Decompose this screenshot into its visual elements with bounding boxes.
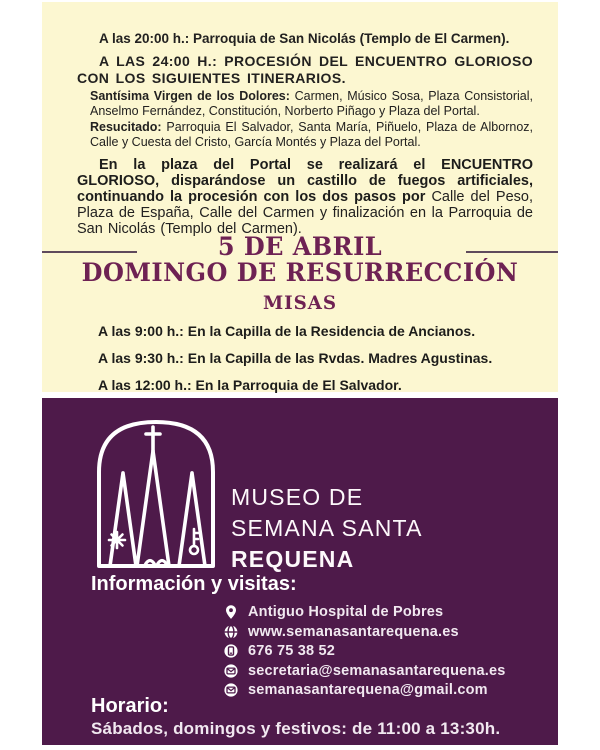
info-visits-heading: Información y visitas: <box>91 573 297 595</box>
location-pin-icon <box>223 604 239 620</box>
museum-panel <box>42 398 558 745</box>
mass-time-900: A las 9:00 h.: En la Capilla de la Residencia de Ancianos. <box>98 323 476 339</box>
closing-bold-text: En la plaza del Portal se realizará el ENCUENTRO GLORIOSO, disparándose un castillo de fuegos artificiales, continuando la procesión con los dos pasos por <box>77 157 533 205</box>
contact-phone: 676 75 38 52 <box>248 643 336 660</box>
museum-name <box>231 482 423 575</box>
mass-time-1200: A las 12:00 h.: En la Parroquia de El Salvador. <box>98 377 402 393</box>
contact-address: Antiguo Hospital de Pobres <box>248 604 444 620</box>
contact-row-address <box>223 604 506 620</box>
museum-logo-icon <box>95 418 217 568</box>
email-icon <box>223 682 239 698</box>
itinerary-dolores <box>90 89 533 118</box>
contact-row-website <box>223 624 506 640</box>
contact-row-email-1 <box>223 663 506 679</box>
mass-times-list <box>98 318 492 399</box>
email-icon <box>223 663 239 679</box>
day-title: DOMINGO DE RESURRECCIÓN <box>81 258 519 287</box>
itinerary-resucitado <box>90 120 533 149</box>
itinerary-resucitado-route: Parroquia El Salvador, Santa María, Piñuelo, Plaza de Albornoz, Calle y Cuesta del Cristo, García Montés y Plaza del Portal. <box>90 120 533 149</box>
key-glyph <box>190 529 198 554</box>
closing-regular-text: Calle del Peso, Plaza de España, Calle del Carmen y finalización en la Parroquia de San Nicolás (Templo del Carmen). <box>77 189 533 237</box>
museum-name-line-2: SEMANA SANTA <box>231 515 423 541</box>
closing-paragraph <box>77 157 533 237</box>
date-title: 5 DE ABRIL <box>217 232 383 261</box>
mass-time-930: A las 9:30 h.: En la Capilla de las Rvdas. Madres Agustinas. <box>98 350 493 366</box>
globe-icon <box>223 624 239 640</box>
hours-heading: Horario: <box>91 695 169 717</box>
contact-email-secretaria: secretaria@semanasantarequena.es <box>248 662 506 679</box>
contact-website: www.semanasantarequena.es <box>248 623 459 640</box>
museum-name-line-3: REQUENA <box>231 546 355 572</box>
contact-email-gmail: semanasantarequena@gmail.com <box>248 682 488 699</box>
contact-row-phone <box>223 643 506 659</box>
star-glyph <box>109 532 125 548</box>
hours-text: Sábados, domingos y festivos: de 11:00 a 13:30h. <box>91 719 501 738</box>
masses-title: MISAS <box>262 292 338 314</box>
mobile-phone-icon <box>223 643 239 659</box>
museum-name-line-1: MUSEO DE <box>231 484 364 510</box>
contact-list <box>223 604 506 702</box>
event-20h <box>99 31 509 46</box>
itinerary-resucitado-label: Resucitado: <box>90 120 162 134</box>
contact-row-email-2 <box>223 682 506 698</box>
itinerary-dolores-label: Santísima Virgen de los Dolores: <box>90 89 290 103</box>
event-20h-text: A las 20:00 h.: Parroquia de San Nicolás (Templo de El Carmen). <box>99 31 510 46</box>
itinerary-dolores-route: Carmen, Músico Sosa, Plaza Consistorial, Anselmo Fernández, Constitución, Norberto Piñago y Plaza del Portal. <box>90 89 533 118</box>
program-panel <box>42 2 558 392</box>
event-24h: A LAS 24:00 H.: PROCESIÓN DEL ENCUENTRO GLORIOSO CON LOS SIGUIENTES ITINERARIOS. <box>77 53 533 86</box>
